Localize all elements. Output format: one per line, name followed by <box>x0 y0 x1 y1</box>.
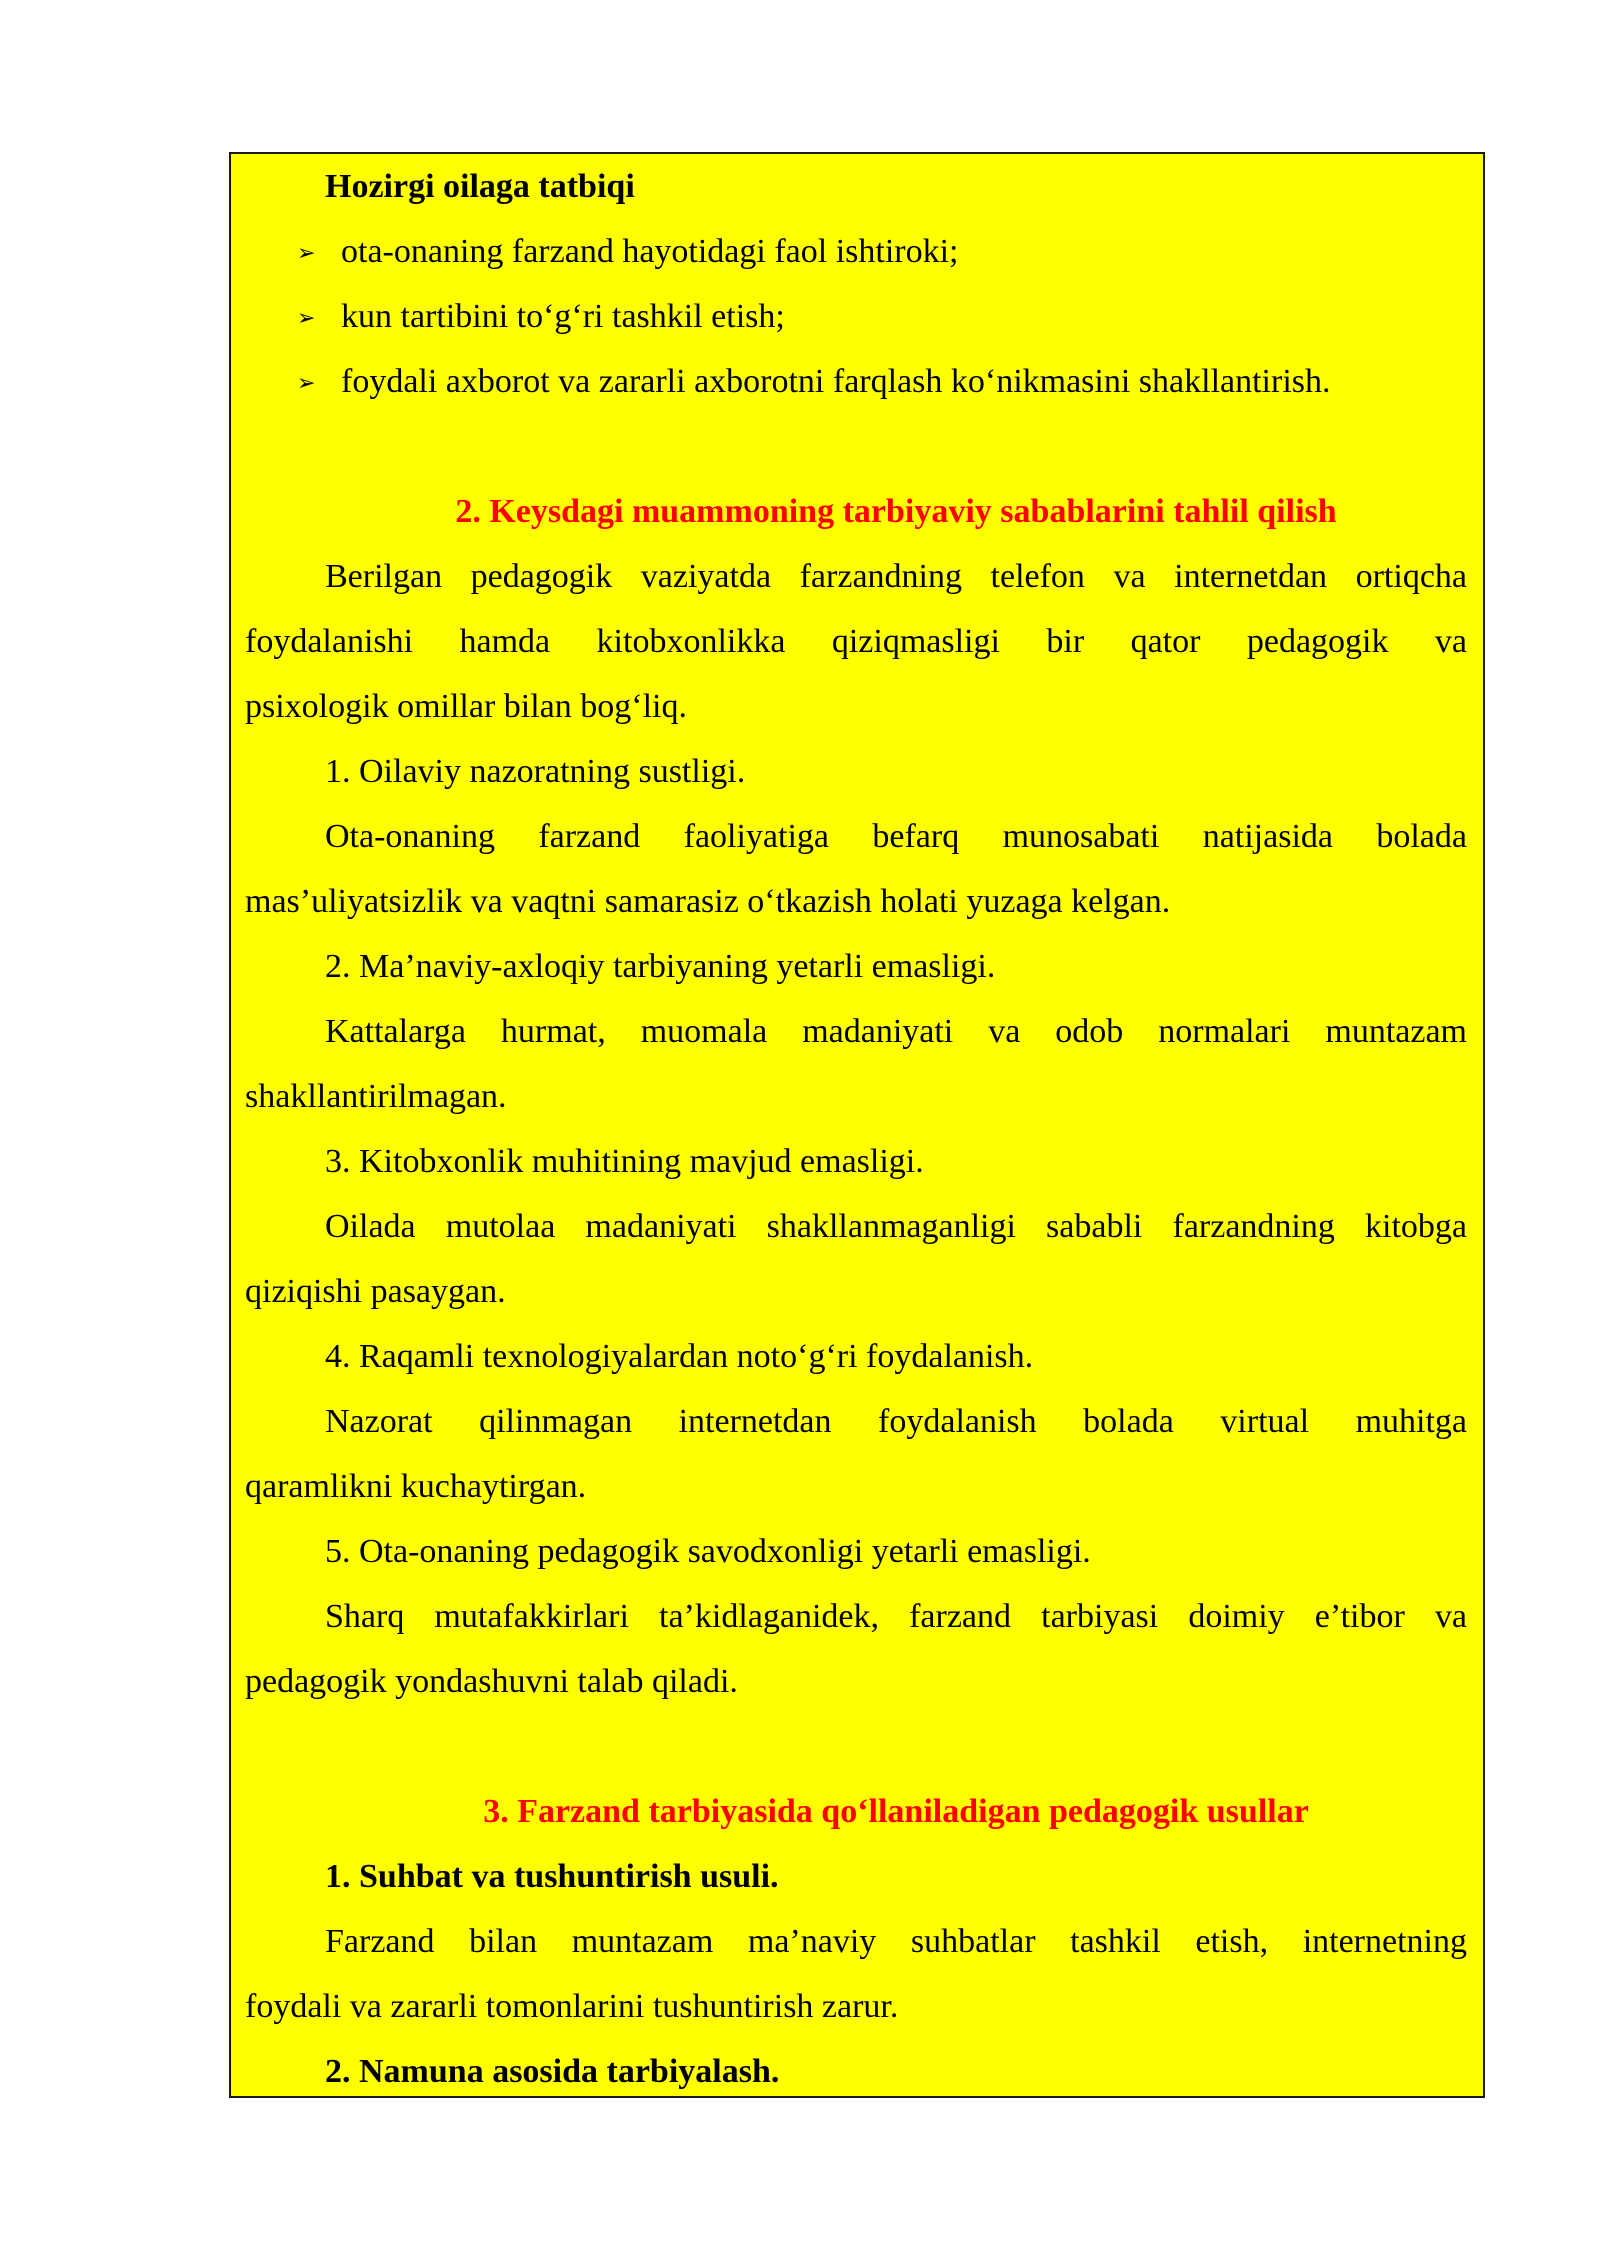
bullet-text: ota-onaning farzand hayotidagi faol ishtiroki; <box>341 233 959 270</box>
paragraph-line: foydali va zararli tomonlarini tushuntirish zarur. <box>245 1988 899 2025</box>
bullet-item <box>245 284 1467 349</box>
spacer <box>245 1714 1467 1779</box>
cause-heading: 3. Kitobxonlik muhitining mavjud emasligi. <box>325 1143 924 1180</box>
paragraph-line: Ota-onaning farzand faoliyatiga befarq munosabati natijasida bolada <box>325 818 1467 855</box>
cause-heading: 2. Ma’naviy-axloqiy tarbiyaning yetarli emasligi. <box>325 948 996 985</box>
method-heading: 1. Suhbat va tushuntirish usuli. <box>325 1858 779 1895</box>
text-content <box>245 154 1467 2104</box>
paragraph-line: foydalanishi hamda kitobxonlikka qiziqmasligi bir qator pedagogik va <box>245 623 1467 660</box>
paragraph-line: psixologik omillar bilan bog‘liq. <box>245 688 687 725</box>
paragraph-line: Nazorat qilinmagan internetdan foydalanish bolada virtual muhitga <box>325 1403 1467 1440</box>
section3-title: 3. Farzand tarbiyasida qo‘llaniladigan pedagogik usullar <box>483 1793 1309 1830</box>
paragraph-line: qiziqishi pasaygan. <box>245 1273 506 1310</box>
bullet-item <box>245 219 1467 284</box>
paragraph-line: mas’uliyatsizlik va vaqtni samarasiz o‘tkazish holati yuzaga kelgan. <box>245 883 1171 920</box>
paragraph-line: Oilada mutolaa madaniyati shakllanmaganligi sababli farzandning kitobga <box>325 1208 1467 1245</box>
paragraph-line: Kattalarga hurmat, muomala madaniyati va odob normalari muntazam <box>325 1013 1467 1050</box>
paragraph-line: Farzand bilan muntazam ma’naviy suhbatlar tashkil etish, internetning <box>325 1923 1467 1960</box>
highlighted-text-box <box>229 152 1485 2098</box>
cause-heading: 1. Oilaviy nazoratning sustligi. <box>325 753 746 790</box>
cause-heading: 5. Ota-onaning pedagogik savodxonligi yetarli emasligi. <box>325 1533 1091 1570</box>
arrowhead-bullet-icon: ➢ <box>297 371 316 396</box>
cause-heading: 4. Raqamli texnologiyalardan noto‘g‘ri foydalanish. <box>325 1338 1034 1375</box>
section1-heading: Hozirgi oilaga tatbiqi <box>325 168 635 205</box>
bullet-item <box>245 349 1467 414</box>
method-heading: 2. Namuna asosida tarbiyalash. <box>325 2053 780 2090</box>
spacer <box>245 414 1467 479</box>
bullet-text: kun tartibini to‘g‘ri tashkil etish; <box>341 298 785 335</box>
bullet-text: foydali axborot va zararli axborotni farqlash ko‘nikmasini shakllantirish. <box>341 363 1331 400</box>
arrowhead-bullet-icon: ➢ <box>297 241 316 266</box>
section2-title: 2. Keysdagi muammoning tarbiyaviy sabablarini tahlil qilish <box>455 493 1337 530</box>
paragraph-line: pedagogik yondashuvni talab qiladi. <box>245 1663 738 1700</box>
paragraph-line: Berilgan pedagogik vaziyatda farzandning telefon va internetdan ortiqcha <box>325 558 1467 595</box>
arrowhead-bullet-icon: ➢ <box>297 306 316 331</box>
paragraph-line: shakllantirilmagan. <box>245 1078 507 1115</box>
paragraph-line: Sharq mutafakkirlari ta’kidlaganidek, farzand tarbiyasi doimiy e’tibor va <box>325 1598 1467 1635</box>
paragraph-line: qaramlikni kuchaytirgan. <box>245 1468 587 1505</box>
